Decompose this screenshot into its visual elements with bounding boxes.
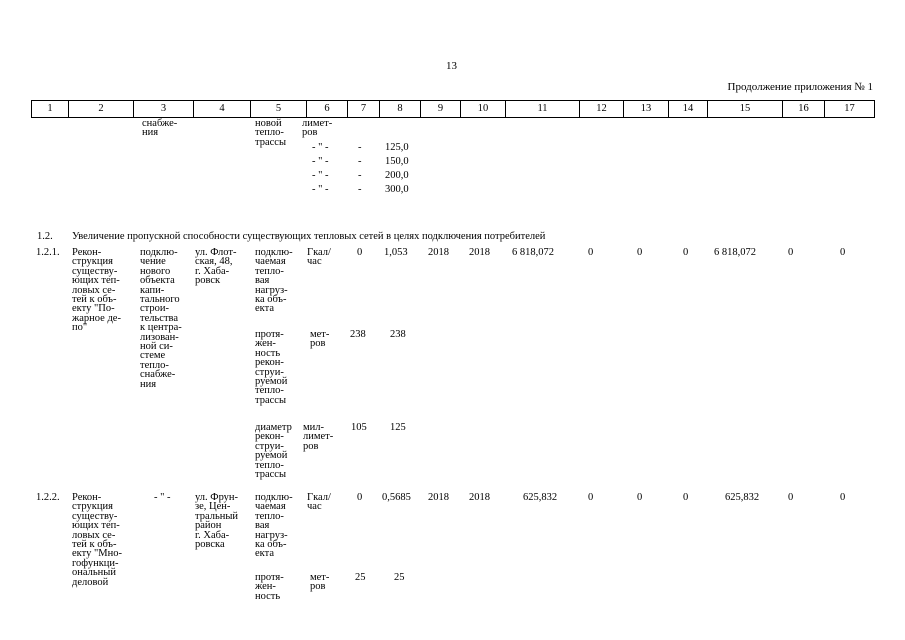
value-col14: 0 [683,247,689,258]
ditto-value: 125,0 [385,142,409,153]
value-col8: 25 [394,572,405,583]
value-col15: 625,832 [725,492,760,503]
param-unit: Гкал/ час [307,247,331,268]
address: ул. Фрун- зе, Цен- тральный район г. Хаба- ровска [195,492,239,551]
header-cell: 8 [380,101,421,117]
ditto-mark: - " - [312,184,329,195]
carry-over-param-label: новой тепло- трассы [255,118,287,148]
ditto-dash: - [358,156,362,167]
value-col16: 0 [788,492,794,503]
header-cell: 9 [421,101,461,117]
param-unit: мет- ров [310,329,330,350]
purpose: подклю- чение нового объекта капи- тального строи- тельства к центра- лизован- ной си- стеме тепло- снабже- ния [140,247,182,390]
value-col7: 0 [357,247,363,258]
value-col15: 6 818,072 [714,247,756,258]
carry-over-unit: лимет- ров [302,118,333,139]
total-cost: 6 818,072 [512,247,554,258]
value-col13: 0 [637,247,643,258]
object-name: Рекон- струкция существу- ющих теп- ловых се- тей к объ- екту "Мно- гофункци- ональный деловой [72,492,122,588]
param-label: протя- жен- ность рекон- струи- руемой тепло- трассы [255,329,288,406]
value-col7: 25 [355,572,366,583]
value-col8: 238 [390,329,406,340]
header-cell: 17 [825,101,875,117]
param-label: диаметр рекон- струи- руемой тепло- трассы [255,422,292,481]
value-col8: 0,5685 [382,492,411,503]
value-col8: 125 [390,422,406,433]
header-cell: 12 [580,101,624,117]
end-year: 2018 [469,492,490,503]
header-cell: 10 [461,101,506,117]
value-col17: 0 [840,492,846,503]
value-col12: 0 [588,247,594,258]
value-col17: 0 [840,247,846,258]
value-col7: 105 [351,422,367,433]
value-col13: 0 [637,492,643,503]
param-unit: мил- лимет- ров [303,422,334,452]
ditto-dash: - [358,184,362,195]
total-cost: 625,832 [523,492,558,503]
param-label: подклю- чаемая тепло- вая нагруз- ка объ- екта [255,247,293,315]
header-cell: 7 [348,101,380,117]
header-cell: 15 [708,101,783,117]
header-cell: 6 [307,101,348,117]
header-cell: 1 [32,101,69,117]
section-number: 1.2. [37,231,53,242]
value-col7: 238 [350,329,366,340]
header-cell: 3 [134,101,194,117]
carry-over-purpose: снабже- ния [142,118,178,139]
header-cell: 2 [69,101,134,117]
value-col12: 0 [588,492,594,503]
param-label: протя- жен- ность [255,572,284,602]
header-cell: 5 [251,101,307,117]
param-unit: мет- ров [310,572,330,593]
ditto-value: 200,0 [385,170,409,181]
address: ул. Флот- ская, 48, г. Хаба- ровск [195,247,237,287]
value-col8: 1,053 [384,247,408,258]
start-year: 2018 [428,492,449,503]
ditto-mark: - " - [312,156,329,167]
ditto-mark: - " - [312,170,329,181]
continuation-label: Продолжение приложения № 1 [727,81,873,93]
header-cell: 11 [506,101,580,117]
param-unit: Гкал/ час [307,492,331,513]
section-title: Увеличение пропускной способности существующих тепловых сетей в целях подключения потребителей [72,231,546,242]
value-col14: 0 [683,492,689,503]
ditto-value: 150,0 [385,156,409,167]
row-number: 1.2.2. [36,492,60,503]
end-year: 2018 [469,247,490,258]
value-col16: 0 [788,247,794,258]
header-cell: 14 [669,101,708,117]
start-year: 2018 [428,247,449,258]
header-cell: 16 [783,101,825,117]
row-number: 1.2.1. [36,247,60,258]
purpose: - " - [154,492,171,503]
ditto-dash: - [358,142,362,153]
ditto-mark: - " - [312,142,329,153]
header-cell: 4 [194,101,251,117]
page-number: 13 [446,60,457,72]
ditto-value: 300,0 [385,184,409,195]
value-col7: 0 [357,492,363,503]
param-label: подклю- чаемая тепло- вая нагруз- ка объ- екта [255,492,293,560]
column-number-header [31,100,875,118]
ditto-dash: - [358,170,362,181]
object-name: Рекон- струкция существу- ющих теп- ловых се- тей к объ- екту "По- жарное де- по" [72,247,121,334]
header-cell: 13 [624,101,669,117]
